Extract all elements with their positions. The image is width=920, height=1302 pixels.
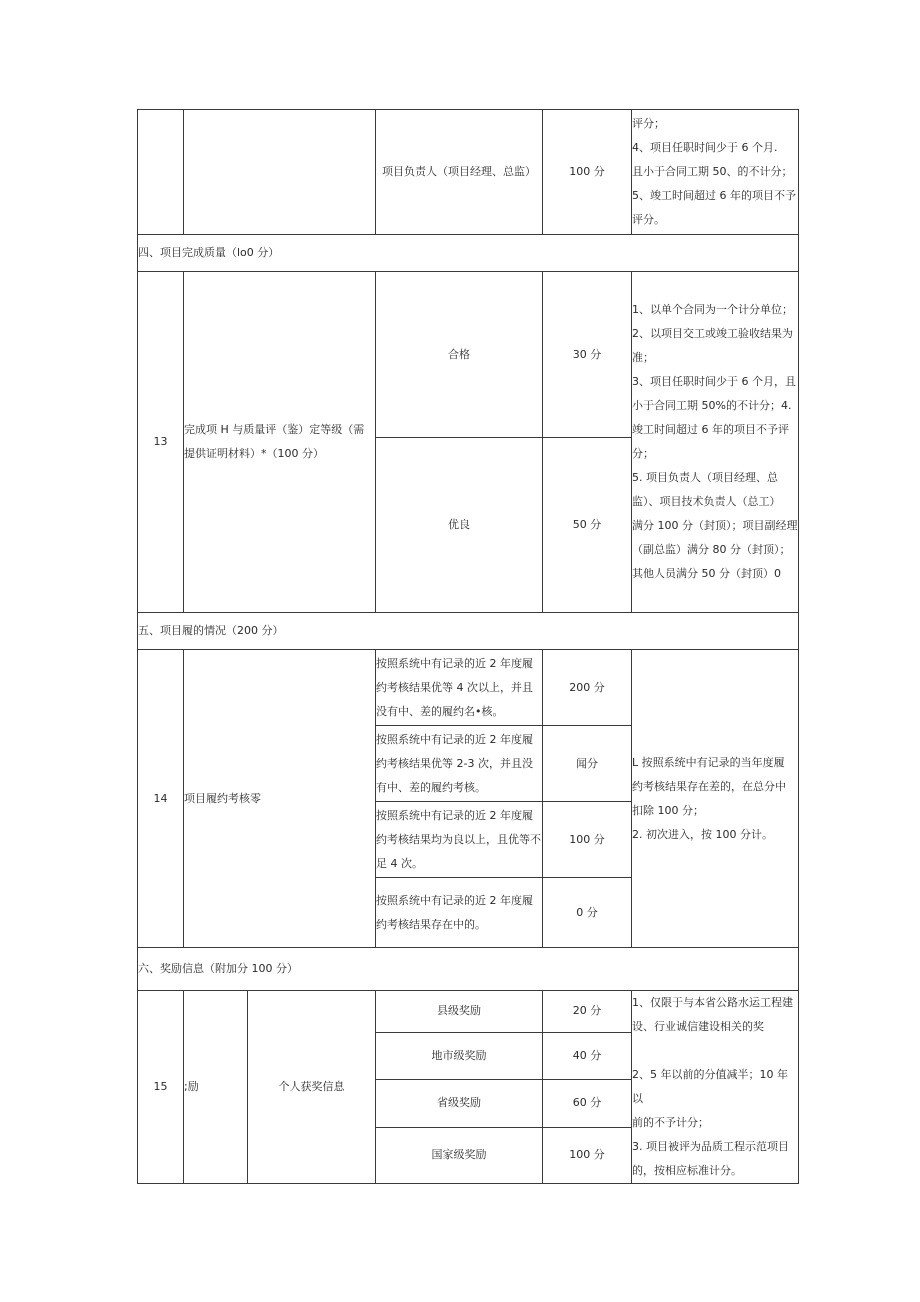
condition-cell: 按照系统中有记录的近 2 年度履约考核结果均为良以上，且优等不足 4 次。: [376, 802, 543, 878]
note-line: 其他人员满分 50 分（封顶）0: [632, 567, 781, 580]
condition-cell: 按照系统中有记录的近 2 年度履约考核结果存在中的。: [376, 878, 543, 948]
score-cell: 60 分: [543, 1080, 632, 1127]
note-line: （副总监）满分 80 分（封顶）；: [632, 543, 791, 556]
note-line: 约考核结果存在差的，在总分中: [632, 779, 786, 793]
note-line: 设、行业诚信建设相关的奖: [632, 1020, 764, 1033]
score-cell: 200 分: [543, 650, 632, 726]
table-row: [138, 110, 799, 235]
note-line: 5、竣工时间超过 6 年的项目不予: [632, 189, 796, 202]
criterion-cell: 项目履约考核零: [184, 650, 376, 948]
notes-cell: [632, 110, 799, 235]
note-line: 满分 100 分（封顶）；项目副经理: [632, 519, 798, 532]
note-line: 的，按相应标准计分。: [632, 1164, 742, 1177]
condition-cell: 按照系统中有记录的近 2 年度履约考核结果优等 2-3 次，并且没有中、差的履约考核。: [376, 726, 543, 802]
section-header-row: [138, 235, 799, 272]
section-title: 六、奖励信息（附加分 100 分）: [138, 948, 799, 991]
condition-cell: 按照系统中有记录的近 2 年度履约考核结果优等 4 次以上，并且没有中、差的履约名•核。: [376, 650, 543, 726]
number-cell: [138, 110, 184, 235]
score-cell: 0 分: [543, 878, 632, 948]
note-line: 2、以项目交工或竣工验收结果为: [632, 327, 793, 340]
notes-cell: [632, 650, 799, 948]
note-line: 4、项目任职时间少于 6 个月.: [632, 141, 778, 154]
note-line: 前的不予计分；: [632, 1116, 709, 1129]
note-line: 评分。: [632, 213, 665, 226]
score-cell: 40 分: [543, 1032, 632, 1079]
award-level-cell: 省级奖励: [376, 1080, 543, 1127]
note-line: 3. 项目被评为品质工程示范项目: [632, 1140, 789, 1153]
section-header-row: [138, 948, 799, 991]
note-line: 扣除 100 分；: [632, 803, 704, 817]
note-line: 2. 初次进入，按 100 分计。: [632, 827, 773, 841]
notes-cell: [632, 991, 799, 1184]
note-line: 分；: [632, 447, 654, 460]
note-line: 且小于合同工期 50、的不计分；: [632, 165, 793, 178]
note-line: [632, 1039, 798, 1063]
note-line: L 按照系统中有记录的当年度履: [632, 755, 785, 769]
number-cell: 13: [138, 272, 184, 613]
note-line: 竣工时间超过 6 年的项目不予评: [632, 423, 789, 436]
criterion-cell: 完成项 H 与质量评（鉴）定等级（需提供证明材料）*（100 分）: [184, 272, 376, 613]
score-cell: 闻分: [543, 726, 632, 802]
score-cell: 100 分: [543, 110, 632, 235]
award-level-cell: 国家级奖励: [376, 1127, 543, 1183]
score-cell: 30 分: [543, 272, 632, 438]
criterion-cell: [184, 110, 376, 235]
note-line: 1、仅限于与本省公路水运工程建: [632, 996, 793, 1009]
section-title: 四、项目完成质量（lo0 分）: [138, 235, 799, 272]
table-row: [138, 272, 799, 438]
table-row: [138, 991, 799, 1033]
note-line: 准；: [632, 351, 654, 364]
score-cell: 100 分: [543, 802, 632, 878]
note-line: 评分；: [632, 117, 665, 130]
section-title: 五、项目履的情况（200 分）: [138, 613, 799, 650]
note-line: 3、项目任职时间少于 6 个月，且: [632, 375, 796, 388]
section-header-row: [138, 613, 799, 650]
score-cell: 100 分: [543, 1127, 632, 1183]
table-row: [138, 650, 799, 726]
grade-cell: 优良: [376, 438, 543, 613]
grade-cell: 合格: [376, 272, 543, 438]
score-cell: 20 分: [543, 991, 632, 1033]
category-cell: ;励: [184, 991, 248, 1184]
award-level-cell: 县级奖励: [376, 991, 543, 1033]
note-line: 5. 项目负责人（项目经理、总: [632, 471, 778, 484]
item-cell: 项目负责人（项目经理、总监）: [376, 110, 543, 235]
number-cell: 15: [138, 991, 184, 1184]
notes-cell: [632, 272, 799, 613]
note-line: 监）、项目技术负责人（总工）: [632, 495, 781, 508]
note-line: 小于合同工期 50%的不计分；4.: [632, 399, 792, 412]
note-line: 1、以单个合同为一个计分单位；: [632, 303, 793, 316]
subcategory-cell: 个人获奖信息: [248, 991, 376, 1184]
number-cell: 14: [138, 650, 184, 948]
award-level-cell: 地市级奖励: [376, 1032, 543, 1079]
scoring-table: [137, 109, 799, 1184]
note-line: 2、5 年以前的分值减半；10 年以: [632, 1068, 788, 1105]
score-cell: 50 分: [543, 438, 632, 613]
